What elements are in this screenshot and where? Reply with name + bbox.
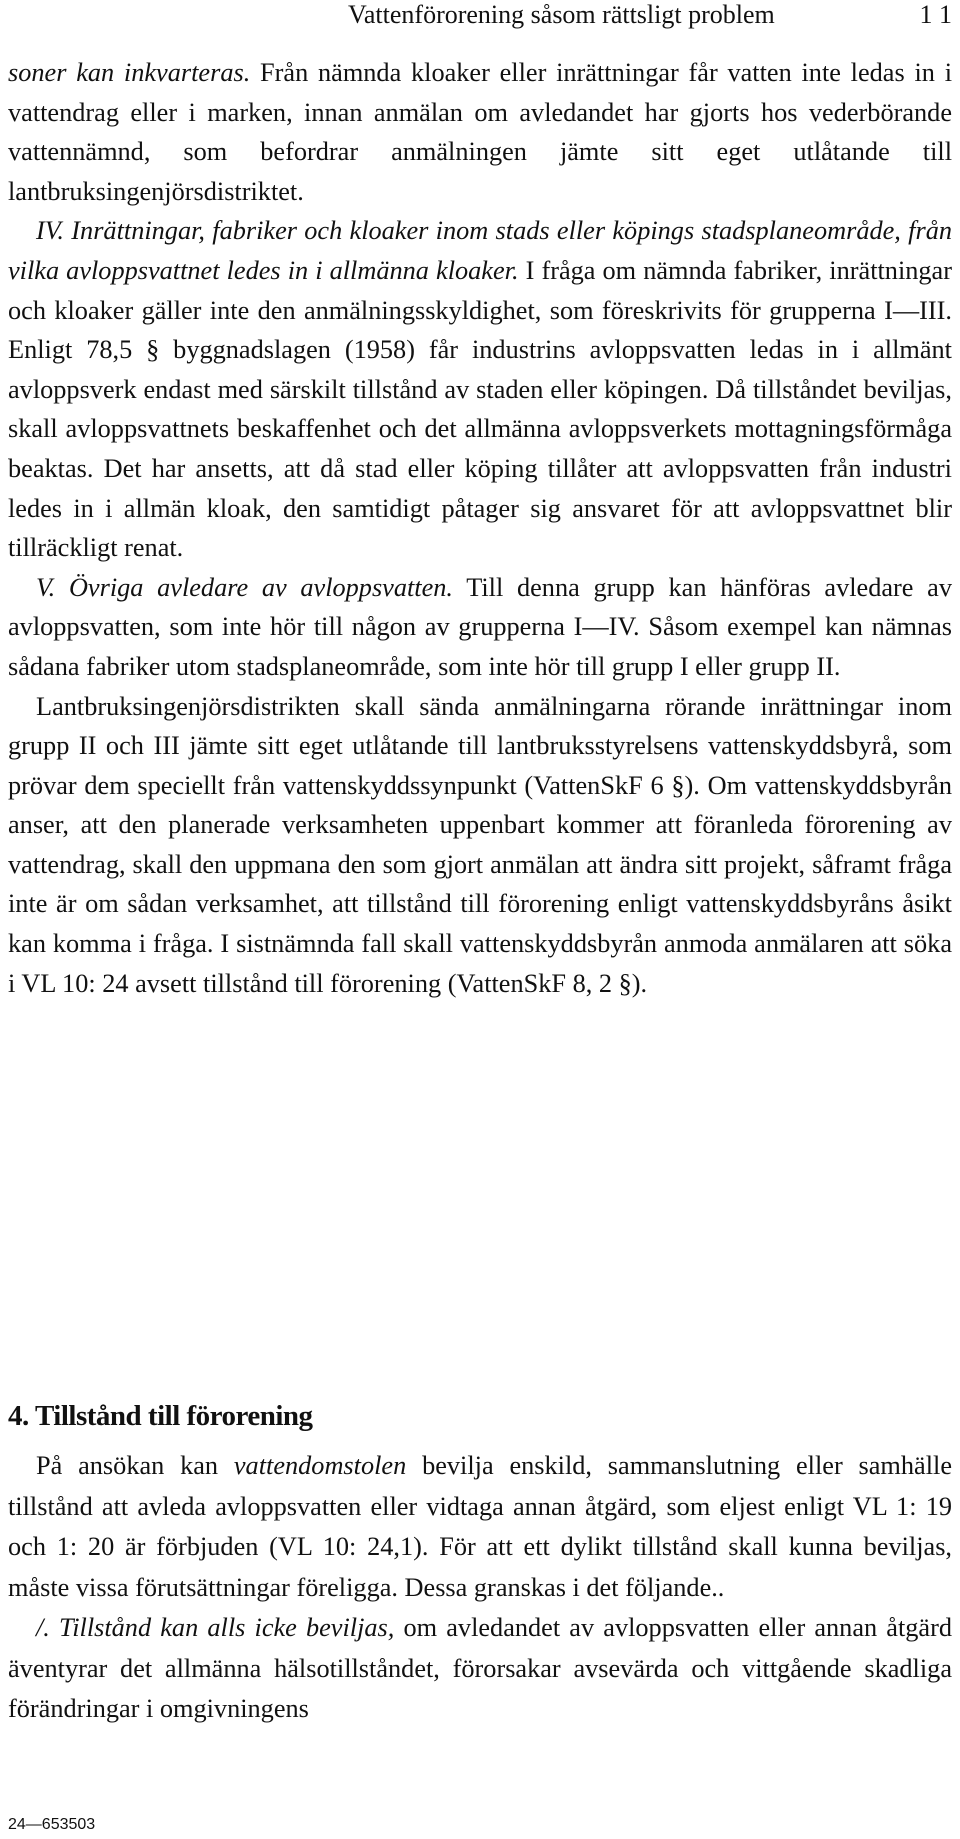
paragraph-tillstand: [8, 1608, 952, 1730]
text-run: På ansökan kan: [36, 1451, 234, 1480]
italic-run: vattendomstolen: [233, 1451, 407, 1480]
paragraph-lantbruk: Lantbruksingenjörsdistrikten skall sända anmälningarna rörande inrättningar inom grupp II och III jämte sitt eget utlåtande till lantbruksstyrelsens vattenskyddsbyrå, som prövar dem speciellt från vattenskyddssynpunkt (VattenSkF 6 §). Om vattenskyddsbyrån anser, att den planerade verksamheten uppenbart kommer att föranleda förorening av vattendrag, skall den uppmana den som gjort anmälan att ändra sitt projekt, såframt fråga inte är om sådan verksamhet, att tillstånd till förorening enligt vattenskyddsbyråns åsikt kan komma i fråga. I sistnämnda fall skall vattenskyddsbyrån anmoda anmälaren att söka i VL 10: 24 avsett tillstånd till förorening (VattenSkF 8, 2 §).: [8, 691, 952, 998]
text-run: I fråga om nämnda fabriker, inrättningar och kloaker gäller inte den anmälningsskyldighet, som föreskrivits för grupperna I—III. Enligt 78,5 § byggnadslagen (1958) får industrins avloppsvatten ledas in i allmänt avloppsverk endast med särskilt tillstånd av staden eller köpingen. Då tillståndet beviljas, skall avloppsvattnets beskaffenhet och det allmänna avloppsverkets mottagningsförmåga beaktas. Det har ansetts, att då stad eller köping tillåter att avloppsvatten från industri ledes in i allmän kloak, den samtidigt påtager sig ansvaret för att avloppsvattnet blir tillräckligt renat.: [8, 255, 952, 563]
paragraph-ansokan: [8, 1446, 952, 1608]
section-heading: 4. Tillstånd till förorening: [8, 1400, 313, 1432]
paragraph-group-v: [8, 568, 952, 687]
text-run: bevilja enskild, sammanslutning eller samhälle tillstånd att avleda avloppsvatten eller vidtaga annan åtgärd, som eljest enligt VL 1: 19 och 1: 20 är förbjuden (VL 10: 24,1). För att ett dylikt tillstånd skall kunna beviljas, måste vissa förutsättningar föreligga. Dessa granskas i det följande..: [8, 1451, 952, 1602]
italic-run: /. Tillstånd kan alls icke beviljas,: [36, 1613, 395, 1642]
page-number: 1 1: [919, 0, 952, 29]
italic-run: soner kan inkvarteras.: [8, 58, 251, 87]
running-header: [348, 0, 952, 30]
text-run: Till denna grupp kan hänföras avledare av avloppsvatten, som inte hör till någon av grupperna I—IV. Såsom exempel kan nämnas sådana fabriker utom stadsplaneområde, som inte hör till grupp I eller grupp II.: [8, 572, 952, 681]
signature-code: 24—653503: [8, 1816, 96, 1833]
paragraph-continued: [8, 53, 952, 211]
section-text: [8, 53, 952, 1003]
text-run: om avledandet av avloppsvatten eller annan åtgärd äventyrar det allmänna hälsotillståndet, förorsakar avsevärda och vittgående skadliga förändringar i omgivningens: [8, 1613, 952, 1723]
paragraph-group-iv: [8, 211, 952, 567]
group-iv-heading: IV. Inrättningar, fabriker och kloaker inom stads eller köpings stadsplaneområde, från vilka avloppsvattnet ledes in i allmänna kloaker.: [8, 216, 952, 285]
section-text-2: [8, 1446, 952, 1730]
group-v-heading: V. Övriga avledare av avloppsvatten.: [36, 572, 454, 602]
text-run: Från nämnda kloaker eller inrättningar får vatten inte ledas in i vattendrag eller i marken, innan anmälan om avledandet har gjorts hos vederbörande vattennämnd, som befordrar anmälningen jämte sitt eget utlåtande till lantbruksingenjörsdistriktet.: [8, 58, 952, 206]
header-title: Vattenförorening såsom rättsligt problem: [348, 0, 775, 29]
